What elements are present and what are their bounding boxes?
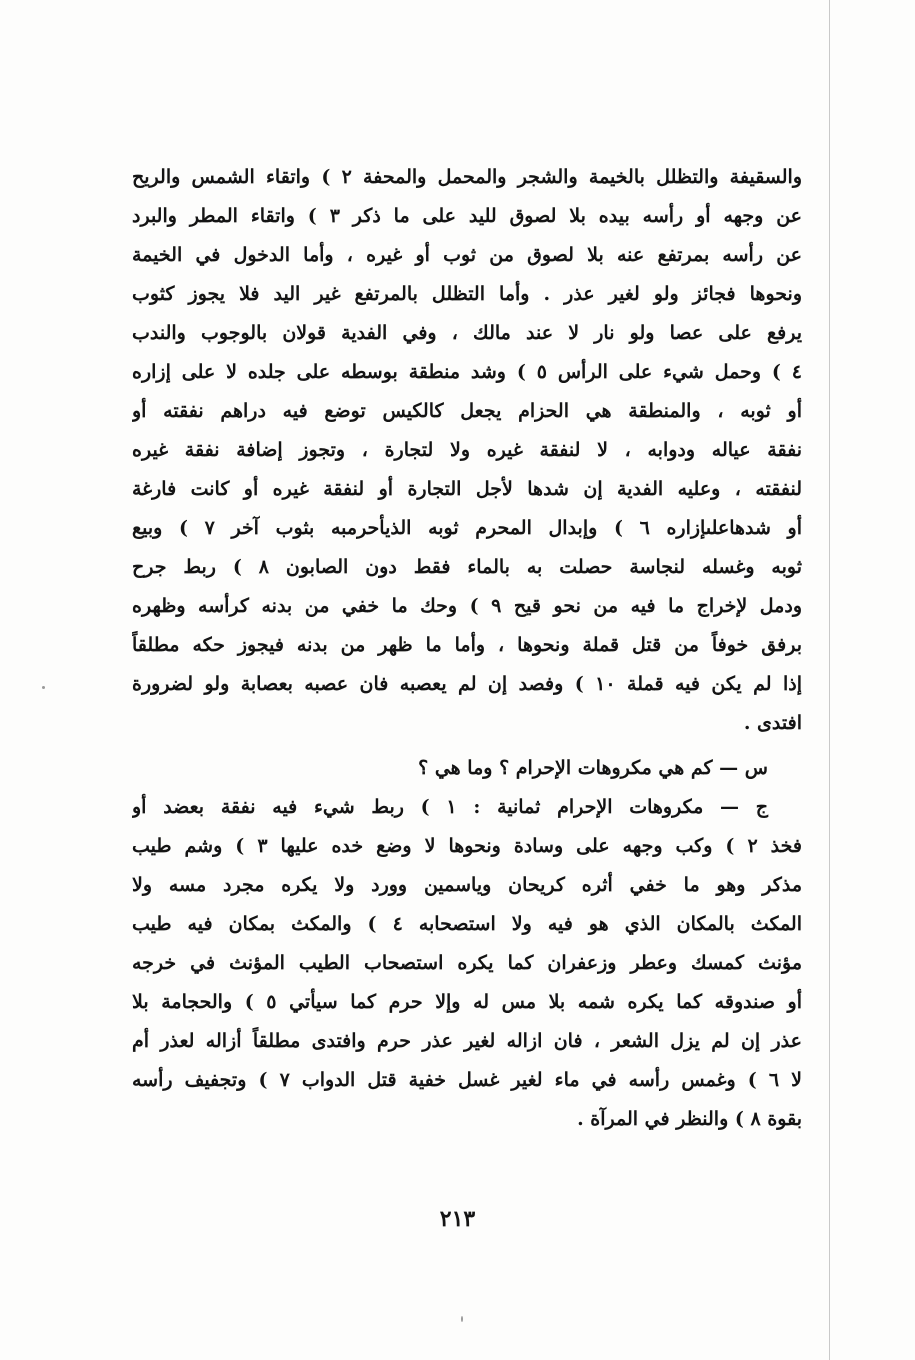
- text-line: نفقة عياله ودوابه ، لا لنفقة غيره ولا لتجارة ، وتجوز إضافة نفقة غيره: [132, 439, 802, 461]
- text-line: ٤ ) وحمل شيء على الرأس ٥ ) وشد منطقة بوسطه على جلده لا على إزاره: [132, 361, 802, 383]
- text-line: ثوبه وغسله لنجاسة حصلت به بالماء فقط دون الصابون ٨ ) ربط جرح: [132, 556, 802, 578]
- text-line: لا ٦ ) وغمس رأسه في ماء لغير غسل خفية قتل الدواب ٧ ) وتجفيف رأسه: [132, 1069, 802, 1091]
- text-line: عذر إن لم يزل الشعر ، فان ازاله لغير عذر حرم وافتدى مطلقاً أزاله لعذر أم: [132, 1030, 802, 1052]
- text-line: أو صندوقه كما يكره شمه بلا مس له وإلا حرم كما سيأتي ٥ ) والحجامة بلا: [132, 991, 802, 1013]
- answer-paragraph: [132, 788, 802, 1139]
- scan-speck: [42, 686, 45, 689]
- text-line: ودمل لإخراج ما فيه من نحو قيح ٩ ) وحك ما خفي من بدنه كرأسه وظهره: [132, 595, 802, 617]
- text-line: مذكر وهو ما خفي أثره كريحان وياسمين وورد ولا يكره مجرد مسه ولا: [132, 874, 802, 896]
- text-line: برفق خوفاً من قتل قملة ونحوها ، وأما ما ظهر من بدنه فيجوز حكه مطلقاً: [132, 634, 802, 656]
- text-line: يرفع على عصا ولو نار لا عند مالك ، وفي الفدية قولان بالوجوب والندب: [132, 322, 802, 344]
- scan-speck: [461, 1316, 463, 1322]
- text-line: ج — مكروهات الإحرام ثمانية : ١ ) ربط شيء فيه نفقة بعضد أو: [132, 796, 768, 818]
- text-line: إذا لم يكن فيه قملة ١٠ ) وفصد إن لم يعصبه فان عصبه بعصابة ولو لضرورة: [132, 673, 802, 695]
- text-line: المكث بالمكان الذي هو فيه ولا استصحابه ٤ ) والمكث بمكان فيه طيب: [132, 913, 802, 935]
- text-line: فخذ ٢ ) وكب وجهه على وسادة ونحوها لا وضع خده عليها ٣ ) وشم طيب: [132, 835, 802, 857]
- page-edge-line: [829, 0, 830, 1360]
- text-line: مؤنث كمسك وعطر وزعفران كما يكره استصحاب الطيب المؤنث في خرجه: [132, 952, 802, 974]
- text-line: ونحوها فجائز ولو لغير عذر . وأما التظلل بالمرتفع غير اليد فلا يجوز كثوب: [132, 283, 802, 305]
- paragraph-1: [132, 158, 802, 743]
- text-line: والسقيفة والتظلل بالخيمة والشجر والمحمل والمحفة ٢ ) واتقاء الشمس والريح: [132, 166, 802, 188]
- text-line: عن رأسه بمرتفع عنه بلا لصوق من ثوب أو غيره ، وأما الدخول في الخيمة: [132, 244, 802, 266]
- body-text: [132, 158, 802, 1139]
- text-line: بقوة ٨ ) والنظر في المرآة .: [577, 1108, 802, 1130]
- text-line: عن وجهه أو رأسه بيده بلا لصوق لليد على ما ذكر ٣ ) واتقاء المطر والبرد: [132, 205, 802, 227]
- text-line: أو ثوبه ، والمنطقة هي الحزام يجعل كالكيس توضع فيه دراهم نفقته أو: [132, 400, 802, 422]
- text-line: أو شدهاعلىإزاره ٦ ) وإبدال المحرم ثوبه الذيأحرمبه بثوب آخر ٧ ) وبيع: [132, 517, 802, 539]
- text-line: افتدى .: [743, 712, 802, 734]
- question-line: س — كم هي مكروهات الإحرام ؟ وما هي ؟: [418, 757, 768, 779]
- page-number: ٢١٣: [439, 1206, 476, 1232]
- text-line: لنفقته ، وعليه الفدية إن شدها لأجل التجارة أو لنفقة غيره أو كانت فارغة: [132, 478, 802, 500]
